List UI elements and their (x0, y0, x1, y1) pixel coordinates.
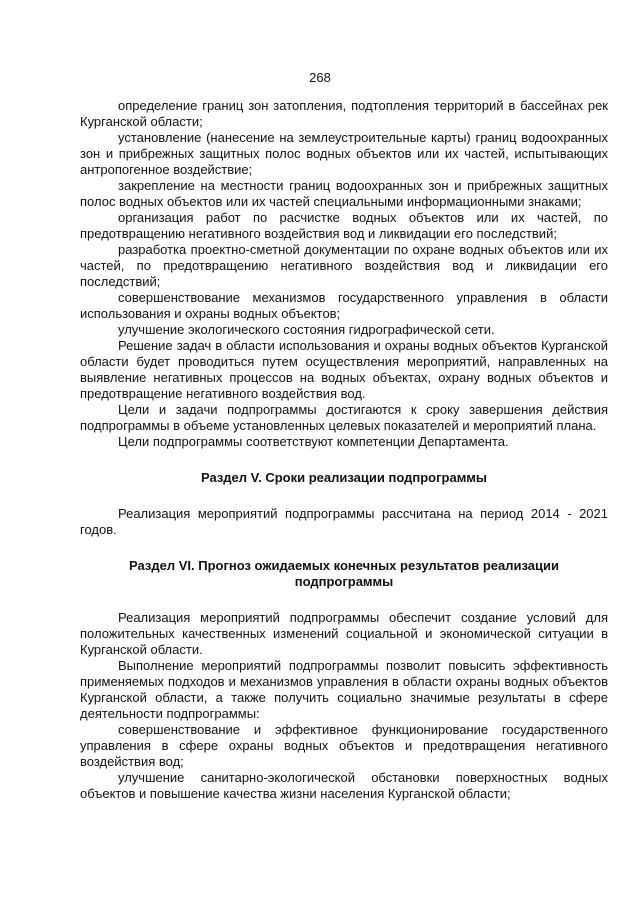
paragraph-zone-marking: закрепление на местности границ водоохранных зон и прибрежных защитных полос водных объектов или их частей специальными информационными знаками; (80, 178, 608, 209)
paragraph-management-improvement: совершенствование механизмов государственного управления в области использования и охраны водных объектов; (80, 290, 608, 321)
paragraph-clearing-works: организация работ по расчистке водных объектов или их частей, по предотвращению негативного воздействия вод и ликвидации его последствий; (80, 210, 608, 241)
paragraph-design-documentation: разработка проектно-сметной документации по охране водных объектов или их частей, по предотвращению негативного воздействия вод и ликвидации его последствий; (80, 242, 608, 289)
paragraph-expected-conditions: Реализация мероприятий подпрограммы обеспечит создание условий для положительных качественных изменений социальной и экономической ситуации в Курганской области. (80, 610, 608, 657)
paragraph-implementation-period: Реализация мероприятий подпрограммы рассчитана на период 2014 - 2021 годов. (80, 506, 608, 537)
paragraph-water-protection-zones: установление (нанесение на землеустроительные карты) границ водоохранных зон и прибрежных защитных полос водных объектов или их частей, испытывающих антропогенное воздействие; (80, 130, 608, 177)
paragraph-flood-zones: определение границ зон затопления, подтопления территорий в бассейнах рек Курганской области; (80, 98, 608, 129)
document-body (80, 98, 608, 802)
paragraph-efficiency: Выполнение мероприятий подпрограммы позволит повысить эффективность применяемых подходов и механизмов управления в области охраны водных объектов Курганской области, а также получить социально значимые результаты в сфере деятельности подпрограммы: (80, 658, 608, 721)
section-6-heading-line-2: подпрограммы (294, 574, 394, 589)
paragraph-task-solution: Решение задач в области использования и охраны водных объектов Курганской области будет проводиться путем осуществления мероприятий, направленных на выявление негативных процессов на водных объектах, охрану водных объектов и предотвращение негативного воздействия вод. (80, 338, 608, 401)
section-6-heading (80, 558, 608, 590)
paragraph-sanitary-improvement: улучшение санитарно-экологической обстановки поверхностных водных объектов и повышение качества жизни населения Курганской области; (80, 770, 608, 801)
paragraph-goals-competence: Цели подпрограммы соответствуют компетенции Департамента. (118, 434, 509, 449)
paragraph-goals-achievement: Цели и задачи подпрограммы достигаются к сроку завершения действия подпрограммы в объеме установленных целевых показателей и мероприятий плана. (80, 402, 608, 433)
section-5-heading: Раздел V. Сроки реализации подпрограммы (200, 470, 488, 485)
section-6-heading-line-1: Раздел VI. Прогноз ожидаемых конечных результатов реализации (129, 558, 559, 573)
paragraph-ecological-improvement: улучшение экологического состояния гидрографической сети. (118, 322, 495, 337)
page-number: 268 (309, 70, 331, 85)
paragraph-state-management: совершенствование и эффективное функционирование государственного управления в сфере охраны водных объектов и предотвращения негативного воздействия вод; (80, 722, 608, 769)
